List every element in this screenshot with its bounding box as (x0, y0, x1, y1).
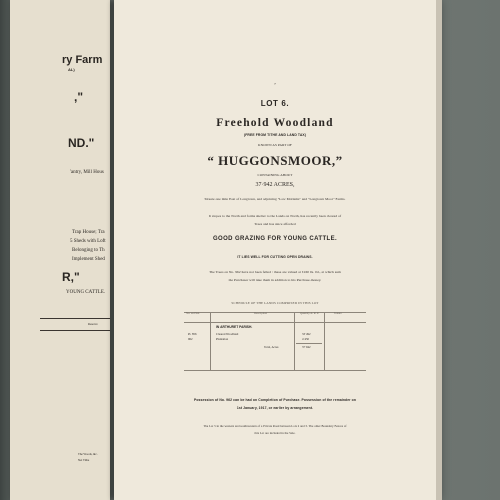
table-rule (296, 343, 322, 344)
description-text: Trees and has since afforded (254, 222, 296, 226)
document-page (114, 0, 436, 500)
footnote: The Lot 5 in the western and southwestern of a Private Road between Lots 2 and 3. The other Boundary Fences of (203, 424, 347, 428)
property-name: “ HUGGONSMOOR,” (207, 153, 343, 168)
left-fragment: ry Farm (62, 54, 103, 66)
left-fragment: 5 Sheds with Loft (70, 239, 106, 244)
left-fragment: Trap House; Tra (72, 230, 105, 235)
left-fragment: Belonging to Th (72, 248, 105, 253)
page-title: Freehold Woodland (216, 117, 334, 129)
table-rule (184, 370, 366, 371)
table-rule (184, 322, 366, 323)
table-total-label: Total, Acres (264, 345, 279, 349)
parish-heading: IN ARTHURET PARISH. (216, 325, 253, 329)
page-marker: 7 (274, 82, 276, 86)
table-header: Quantity A. R. P. (300, 312, 319, 315)
table-header: Description (254, 312, 268, 315)
possession-note: Possession of No. 962 can be had on Completion of Purchase. Possession of the remainder on (194, 398, 356, 402)
table-cell: Plantation (216, 337, 229, 341)
description-text: It slopes to the North and forms shelter to the Lands on North, has recently been cleared of (208, 214, 342, 218)
table-rule (294, 312, 295, 370)
table-header: Tenure (334, 312, 342, 315)
footnote: this Lot are included in the Sale. (254, 431, 296, 435)
table-rule (324, 312, 325, 370)
known-as-caption: KNOWN AS PART OF (258, 143, 292, 147)
left-fragment: Reserve (88, 322, 98, 326)
left-fragment: YOUNG CATTLE. (66, 290, 106, 295)
situation-text: Situate one mile East of Longtown, and adjoining "Low Mollams" and "Longtown Moor" Farms. (204, 197, 346, 201)
trees-note: The Trees on No. 962 have not been felled : these are valued at £160 0s. 0d., at which sum (209, 270, 341, 274)
table-cell: 33·492 (302, 332, 311, 336)
lot-number: LOT 6. (260, 99, 290, 108)
containing-caption: CONTAINING ABOUT (257, 173, 293, 177)
left-fragment: 'antry, Mill Hous (70, 170, 104, 175)
table-cell: 962 (188, 337, 193, 341)
left-page (10, 0, 110, 500)
table-rule (210, 312, 211, 370)
left-fragment: AL) (68, 67, 75, 72)
page-subtitle: (FREE FROM TITHE AND LAND TAX) (244, 133, 306, 137)
left-fragment: Net Tithe (78, 458, 90, 462)
table-cell: Pt. 856 (188, 332, 197, 336)
rule (40, 318, 110, 319)
rule (40, 330, 110, 331)
left-fragment: Implement Shed (72, 257, 105, 262)
trees-note: the Purchaser will take them in addition to his Purchase-money. (228, 278, 322, 282)
page-edge (436, 0, 442, 500)
acreage: 37·942 ACRES, (255, 182, 295, 188)
schedule-title: SCHEDULE OF THE LANDS COMPRISED IN THIS LOT (231, 301, 319, 305)
table-total-value: 37·942 (302, 345, 311, 349)
possession-note: 1st January, 1917, or earlier by arrangement. (236, 406, 314, 410)
table-cell: 4·450 (302, 337, 309, 341)
left-fragment: R," (62, 270, 80, 284)
table-cell: Cleared Woodland (216, 332, 239, 336)
left-fragment: ND." (68, 136, 95, 150)
table-header: No. on Plan (186, 312, 200, 315)
left-fragment: ," (74, 90, 84, 104)
left-fragment: The Woods, &c. (78, 452, 98, 456)
grazing-heading: GOOD GRAZING FOR YOUNG CATTLE. (212, 236, 338, 242)
drains-note: IT LIES WELL FOR CUTTING OPEN DRAINS. (237, 255, 313, 259)
